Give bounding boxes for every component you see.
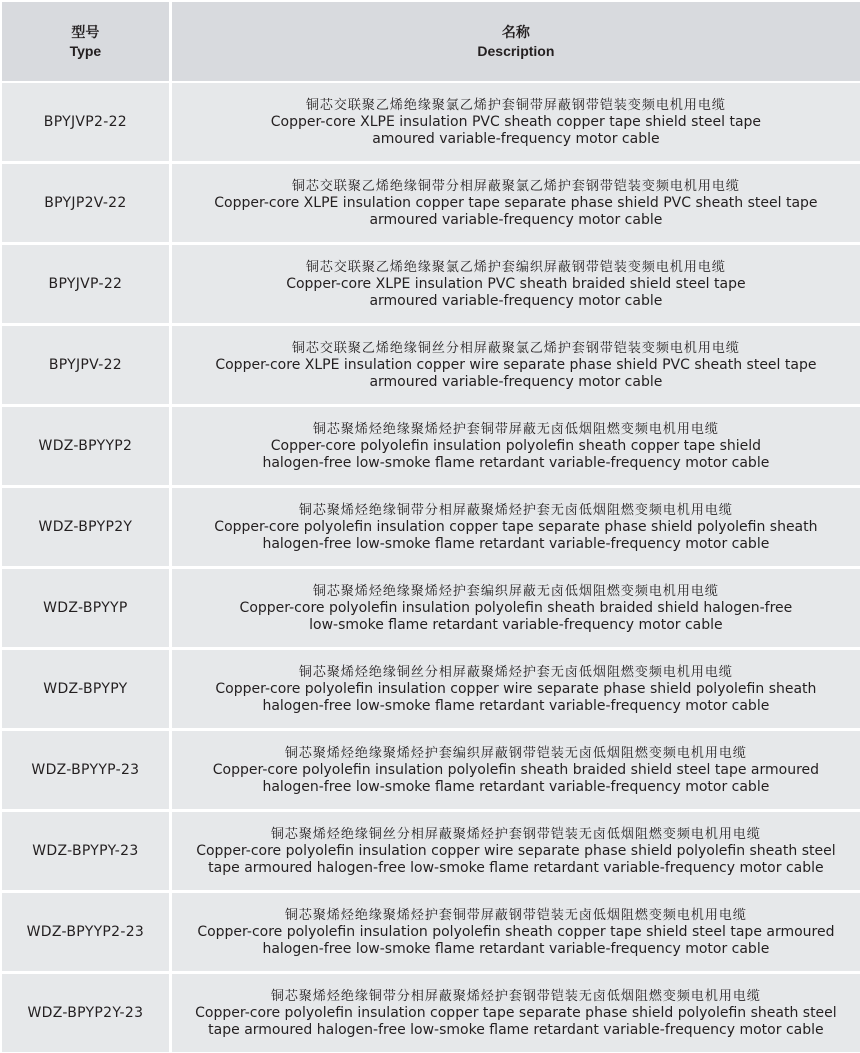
table-row xyxy=(0,812,860,890)
description-en-line2: armoured variable-frequency motor cable xyxy=(369,292,663,309)
type-code: BPYJVP2-22 xyxy=(43,114,128,130)
type-code: WDZ-BPYPY xyxy=(43,681,128,697)
description-en-line2: halogen-free low-smoke flame retardant variable-frequency motor cable xyxy=(262,940,770,957)
description-en-line1: Copper-core polyolefin insulation copper wire separate phase shield polyolefin sheath steel xyxy=(196,842,836,859)
description-cn: 铜芯交联聚乙烯绝缘聚氯乙烯护套编织屏蔽钢带铠装变频电机用电缆 xyxy=(305,259,726,275)
description-cell xyxy=(172,83,860,161)
type-code: BPYJP2V-22 xyxy=(44,195,127,211)
type-cell xyxy=(2,245,169,323)
description-cell xyxy=(172,731,860,809)
type-code: WDZ-BPYPY-23 xyxy=(32,843,139,859)
type-code: BPYJPV-22 xyxy=(48,357,122,373)
description-en-line2: tape armoured halogen-free low-smoke flame retardant variable-frequency motor cable xyxy=(208,1021,824,1038)
type-code: WDZ-BPYYP2-23 xyxy=(26,924,145,940)
description-en-line1: Copper-core polyolefin insulation polyolefin sheath braided shield halogen-free xyxy=(239,599,793,616)
type-cell xyxy=(2,974,169,1052)
type-cell xyxy=(2,407,169,485)
table-row xyxy=(0,893,860,971)
description-cn: 铜芯聚烯烃绝缘铜丝分相屏蔽聚烯烃护套无卤低烟阻燃变频电机用电缆 xyxy=(298,664,733,680)
description-cn: 铜芯聚烯烃绝缘聚烯烃护套铜带屏蔽钢带铠装无卤低烟阻燃变频电机用电缆 xyxy=(284,907,747,923)
description-en-line1: Copper-core polyolefin insulation polyolefin sheath copper tape shield xyxy=(270,437,762,454)
type-cell xyxy=(2,83,169,161)
description-cell xyxy=(172,488,860,566)
table-row xyxy=(0,245,860,323)
description-cn: 铜芯聚烯烃绝缘聚烯烃护套编织屏蔽无卤低烟阻燃变频电机用电缆 xyxy=(312,583,719,599)
description-cn: 铜芯聚烯烃绝缘铜带分相屏蔽聚烯烃护套无卤低烟阻燃变频电机用电缆 xyxy=(298,502,733,518)
description-en-line1: Copper-core XLPE insulation copper wire separate phase shield PVC sheath steel tape xyxy=(215,356,817,373)
header-description-en: Description xyxy=(477,42,555,59)
type-cell xyxy=(2,164,169,242)
description-cn: 铜芯交联聚乙烯绝缘铜丝分相屏蔽聚氯乙烯护套钢带铠装变频电机用电缆 xyxy=(291,340,740,356)
description-cn: 铜芯交联聚乙烯绝缘聚氯乙烯护套铜带屏蔽钢带铠装变频电机用电缆 xyxy=(305,97,726,113)
description-cell xyxy=(172,164,860,242)
description-cell xyxy=(172,245,860,323)
description-en-line1: Copper-core polyolefin insulation polyolefin sheath copper tape shield steel tape armoured xyxy=(197,923,835,940)
description-en-line2: halogen-free low-smoke flame retardant variable-frequency motor cable xyxy=(262,778,770,795)
type-cell xyxy=(2,569,169,647)
table-header-row xyxy=(0,2,860,81)
description-en-line1: Copper-core XLPE insulation PVC sheath copper tape shield steel tape xyxy=(270,113,762,130)
type-code: BPYJVP-22 xyxy=(48,276,123,292)
type-cell xyxy=(2,893,169,971)
type-code: WDZ-BPYP2Y xyxy=(38,519,133,535)
description-cn: 铜芯交联聚乙烯绝缘铜带分相屏蔽聚氯乙烯护套钢带铠装变频电机用电缆 xyxy=(291,178,740,194)
description-en-line2: armoured variable-frequency motor cable xyxy=(369,373,663,390)
table-row xyxy=(0,488,860,566)
description-en-line2: amoured variable-frequency motor cable xyxy=(372,130,660,147)
type-cell xyxy=(2,488,169,566)
description-en-line2: tape armoured halogen-free low-smoke flame retardant variable-frequency motor cable xyxy=(208,859,824,876)
description-en-line2: halogen-free low-smoke flame retardant variable-frequency motor cable xyxy=(262,454,770,471)
description-en-line2: low-smoke flame retardant variable-frequency motor cable xyxy=(309,616,723,633)
table-row xyxy=(0,731,860,809)
description-en-line2: armoured variable-frequency motor cable xyxy=(369,211,663,228)
description-en-line2: halogen-free low-smoke flame retardant variable-frequency motor cable xyxy=(262,697,770,714)
table-row xyxy=(0,83,860,161)
type-cell xyxy=(2,650,169,728)
description-cell xyxy=(172,812,860,890)
table-row xyxy=(0,569,860,647)
description-cell xyxy=(172,407,860,485)
description-en-line1: Copper-core XLPE insulation PVC sheath braided shield steel tape xyxy=(286,275,746,292)
description-cell xyxy=(172,569,860,647)
description-cn: 铜芯聚烯烃绝缘聚烯烃护套编织屏蔽钢带铠装无卤低烟阻燃变频电机用电缆 xyxy=(284,745,747,761)
description-cn: 铜芯聚烯烃绝缘聚烯烃护套铜带屏蔽无卤低烟阻燃变频电机用电缆 xyxy=(312,421,719,437)
description-cell xyxy=(172,893,860,971)
table-row xyxy=(0,164,860,242)
header-type-en: Type xyxy=(69,42,102,59)
type-cell xyxy=(2,812,169,890)
type-code: WDZ-BPYYP xyxy=(43,600,128,616)
description-cn: 铜芯聚烯烃绝缘铜丝分相屏蔽聚烯烃护套钢带铠装无卤低烟阻燃变频电机用电缆 xyxy=(270,826,761,842)
header-type-cell xyxy=(2,2,169,81)
header-description-cn: 名称 xyxy=(501,24,530,41)
table-row xyxy=(0,650,860,728)
description-en-line1: Copper-core XLPE insulation copper tape separate phase shield PVC sheath steel tape xyxy=(214,194,818,211)
table-row xyxy=(0,326,860,404)
description-cell xyxy=(172,326,860,404)
table-row xyxy=(0,407,860,485)
description-cn: 铜芯聚烯烃绝缘铜带分相屏蔽聚烯烃护套钢带铠装无卤低烟阻燃变频电机用电缆 xyxy=(270,988,761,1004)
description-en-line2: halogen-free low-smoke flame retardant variable-frequency motor cable xyxy=(262,535,770,552)
description-en-line1: Copper-core polyolefin insulation copper tape separate phase shield polyolefin sheath steel xyxy=(195,1004,837,1021)
description-en-line1: Copper-core polyolefin insulation copper tape separate phase shield polyolefin sheath xyxy=(214,518,818,535)
description-cell xyxy=(172,650,860,728)
table-row xyxy=(0,974,860,1052)
description-en-line1: Copper-core polyolefin insulation copper wire separate phase shield polyolefin sheath xyxy=(215,680,817,697)
header-description-cell xyxy=(172,2,860,81)
description-cell xyxy=(172,974,860,1052)
type-code: WDZ-BPYYP-23 xyxy=(31,762,140,778)
header-type-cn: 型号 xyxy=(71,24,100,41)
type-cell xyxy=(2,731,169,809)
type-code: WDZ-BPYYP2 xyxy=(38,438,133,454)
description-en-line1: Copper-core polyolefin insulation polyolefin sheath braided shield steel tape armoured xyxy=(212,761,820,778)
type-code: WDZ-BPYP2Y-23 xyxy=(27,1005,144,1021)
type-cell xyxy=(2,326,169,404)
